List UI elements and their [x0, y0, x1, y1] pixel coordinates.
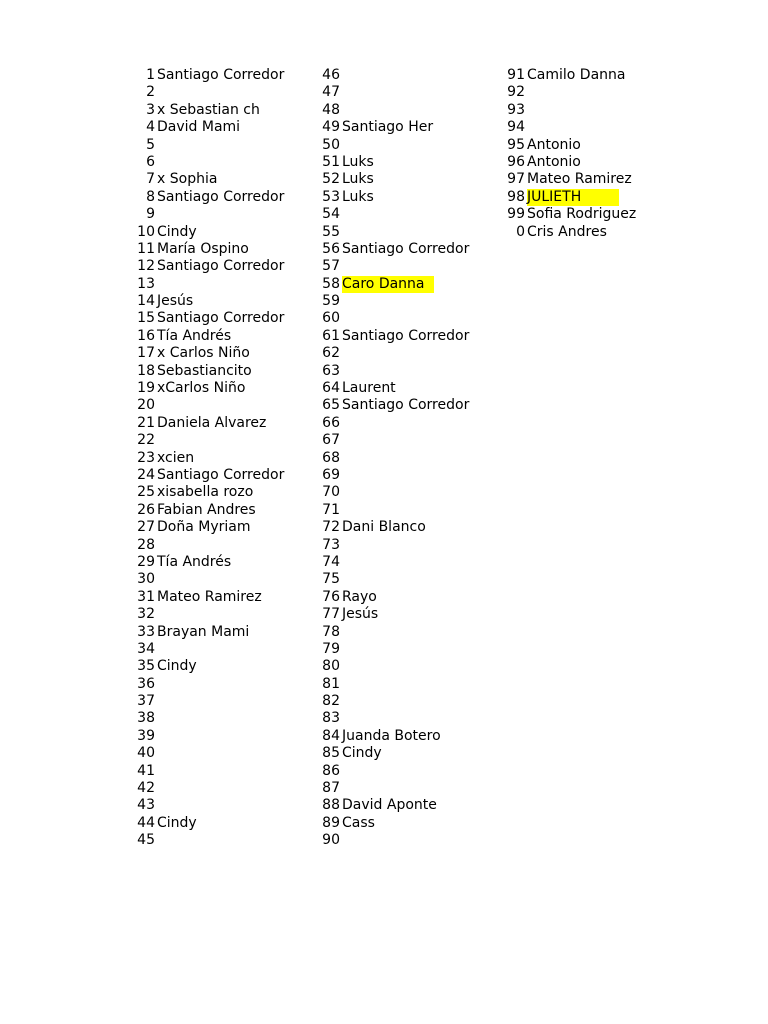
- row-number: 33: [137, 623, 155, 640]
- row-number: 60: [322, 310, 340, 327]
- row-number: 53: [322, 188, 340, 205]
- row-number: 31: [137, 588, 155, 605]
- row-number: 86: [322, 762, 340, 779]
- row-number: 16: [137, 327, 155, 344]
- name-cell: Mateo Ramirez: [157, 588, 262, 605]
- name-cell: Cindy: [157, 223, 197, 240]
- row-number: 89: [322, 814, 340, 831]
- row-number: 22: [137, 432, 155, 449]
- row-number: 18: [137, 362, 155, 379]
- name-cell: x Sophia: [157, 171, 218, 188]
- row-number: 63: [322, 362, 340, 379]
- row-number: 43: [137, 797, 155, 814]
- row-number: 97: [507, 171, 525, 188]
- name-cell: Cindy: [342, 745, 382, 762]
- row-number: 15: [137, 310, 155, 327]
- row-number: 54: [322, 206, 340, 223]
- row-number: 20: [137, 397, 155, 414]
- row-number: 52: [322, 171, 340, 188]
- row-number: 59: [322, 293, 340, 310]
- row-number: 68: [322, 449, 340, 466]
- name-cell: Laurent: [342, 380, 396, 397]
- row-number: 45: [137, 832, 155, 849]
- name-cell: María Ospino: [157, 240, 249, 257]
- name-cell: David Mami: [157, 119, 241, 136]
- row-number: 93: [507, 101, 525, 118]
- row-number: 80: [322, 658, 340, 675]
- name-cell: xcien: [157, 449, 195, 466]
- row-number: 73: [322, 536, 340, 553]
- name-cell: Tía Andrés: [157, 327, 232, 344]
- name-cell: Juanda Botero: [342, 727, 441, 744]
- highlighted-name-cell: Caro Danna: [342, 276, 434, 293]
- row-number: 14: [137, 293, 155, 310]
- name-cell: Cris Andres: [527, 223, 607, 240]
- row-number: 65: [322, 397, 340, 414]
- row-number: 1: [146, 67, 155, 83]
- row-number: 46: [322, 67, 340, 83]
- row-number: 12: [137, 258, 155, 275]
- row-number: 23: [137, 449, 155, 466]
- row-number: 98: [507, 188, 525, 205]
- name-cell: Luks: [342, 171, 374, 188]
- row-number: 70: [322, 484, 340, 501]
- row-number: 57: [322, 258, 340, 275]
- row-number: 69: [322, 466, 340, 483]
- row-number: 42: [137, 780, 155, 797]
- row-number: 81: [322, 675, 340, 692]
- row-number: 38: [137, 710, 155, 727]
- row-number: 62: [322, 345, 340, 362]
- row-number: 67: [322, 432, 340, 449]
- name-cell: x Carlos Niño: [157, 345, 250, 362]
- row-number: 19: [137, 380, 155, 397]
- highlighted-name-cell: JULIETH: [527, 189, 619, 206]
- row-number: 5: [146, 136, 155, 153]
- row-number: 30: [137, 571, 155, 588]
- row-number: 49: [322, 119, 340, 136]
- name-cell: Sebastiancito: [157, 362, 252, 379]
- name-cell: Tía Andrés: [157, 553, 232, 570]
- name-cell: Santiago Corredor: [342, 327, 470, 344]
- row-number: 64: [322, 380, 340, 397]
- row-number: 95: [507, 136, 525, 153]
- name-cell: Camilo Danna: [527, 67, 626, 83]
- row-number: 41: [137, 762, 155, 779]
- name-cell: Santiago Corredor: [157, 188, 285, 205]
- row-number: 39: [137, 727, 155, 744]
- name-cell: Jesús: [342, 606, 379, 623]
- row-number: 91: [507, 67, 525, 83]
- name-cell: Cass: [342, 814, 375, 831]
- row-number: 51: [322, 153, 340, 170]
- row-number: 50: [322, 136, 340, 153]
- name-cell: Santiago Corredor: [157, 67, 285, 83]
- name-cell: Santiago Corredor: [342, 397, 470, 414]
- row-number: 8: [146, 188, 155, 205]
- row-number: 58: [322, 275, 340, 292]
- row-number: 37: [137, 693, 155, 710]
- name-cell: Doña Myriam: [157, 519, 251, 536]
- row-number: 61: [322, 327, 340, 344]
- row-number: 11: [137, 240, 155, 257]
- row-number: 66: [322, 414, 340, 431]
- row-number: 36: [137, 675, 155, 692]
- row-number: 9: [146, 206, 155, 223]
- name-cell: xCarlos Niño: [157, 380, 246, 397]
- name-cell: Mateo Ramirez: [527, 171, 632, 188]
- row-number: 44: [137, 814, 155, 831]
- row-number: 48: [322, 101, 340, 118]
- row-number: 71: [322, 501, 340, 518]
- name-cell: Santiago Corredor: [157, 466, 285, 483]
- row-number: 92: [507, 84, 525, 101]
- row-number: 26: [137, 501, 155, 518]
- row-number: 24: [137, 466, 155, 483]
- row-number: 6: [146, 153, 155, 170]
- name-cell: Brayan Mami: [157, 623, 250, 640]
- row-number: 29: [137, 553, 155, 570]
- row-number: 72: [322, 519, 340, 536]
- row-number: 88: [322, 797, 340, 814]
- name-cell: Antonio: [527, 153, 581, 170]
- row-number: 85: [322, 745, 340, 762]
- name-cell: Santiago Corredor: [157, 258, 285, 275]
- row-number: 47: [322, 84, 340, 101]
- row-number: 99: [507, 206, 525, 223]
- row-number: 74: [322, 553, 340, 570]
- row-number: 7: [146, 171, 155, 188]
- row-number: 27: [137, 519, 155, 536]
- row-number: 0: [516, 223, 525, 240]
- row-number: 17: [137, 345, 155, 362]
- row-number: 56: [322, 240, 340, 257]
- row-number: 78: [322, 623, 340, 640]
- row-number: 77: [322, 606, 340, 623]
- name-cell: Santiago Her: [342, 119, 434, 136]
- name-cell: Santiago Corredor: [342, 240, 470, 257]
- name-cell: Rayo: [342, 588, 377, 605]
- row-number: 94: [507, 119, 525, 136]
- name-cell: Santiago Corredor: [157, 310, 285, 327]
- row-number: 35: [137, 658, 155, 675]
- name-cell: Sofia Rodriguez: [527, 206, 637, 223]
- row-number: 79: [322, 640, 340, 657]
- row-number: 76: [322, 588, 340, 605]
- name-cell: Daniela Alvarez: [157, 414, 267, 431]
- row-number: 82: [322, 693, 340, 710]
- name-cell: Luks: [342, 188, 374, 205]
- row-number: 32: [137, 606, 155, 623]
- row-number: 90: [322, 832, 340, 849]
- row-number: 13: [137, 275, 155, 292]
- row-number: 83: [322, 710, 340, 727]
- row-number: 25: [137, 484, 155, 501]
- row-number: 28: [137, 536, 155, 553]
- row-number: 2: [146, 84, 155, 101]
- name-cell: David Aponte: [342, 797, 437, 814]
- row-number: 4: [146, 119, 155, 136]
- name-cell: Antonio: [527, 136, 581, 153]
- row-number: 3: [146, 101, 155, 118]
- name-cell: xisabella rozo: [157, 484, 254, 501]
- row-number: 75: [322, 571, 340, 588]
- row-number: 10: [137, 223, 155, 240]
- row-number: 40: [137, 745, 155, 762]
- name-cell: Dani Blanco: [342, 519, 426, 536]
- name-cell: Cindy: [157, 814, 197, 831]
- row-number: 87: [322, 780, 340, 797]
- row-number: 84: [322, 727, 340, 744]
- row-number: 96: [507, 153, 525, 170]
- name-cell: Fabian Andres: [157, 501, 256, 518]
- row-number: 21: [137, 414, 155, 431]
- name-cell: Cindy: [157, 658, 197, 675]
- row-number: 34: [137, 640, 155, 657]
- name-cell: Luks: [342, 153, 374, 170]
- row-number: 55: [322, 223, 340, 240]
- name-cell: Jesús: [157, 293, 194, 310]
- name-cell: x Sebastian ch: [157, 101, 260, 118]
